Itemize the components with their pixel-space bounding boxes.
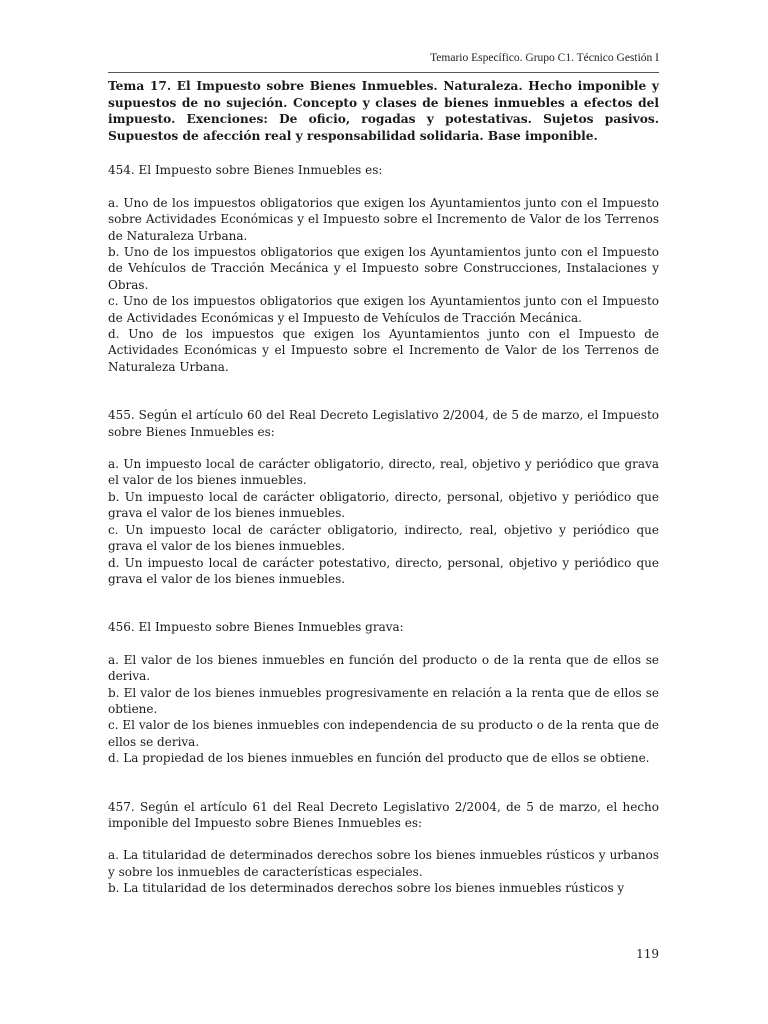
- page-body: [108, 78, 659, 897]
- answer-options: [108, 652, 659, 767]
- question-457: [108, 799, 659, 897]
- option-c: c. El valor de los bienes inmuebles con independencia de su producto o de la renta que de ellos se deriva.: [108, 718, 659, 749]
- option-a: a. Uno de los impuestos obligatorios que exigen los Ayuntamientos junto con el Impuesto sobre Actividades Económicas y el Impuesto sobre el Incremento de Valor de los Terrenos de Naturaleza Urbana.: [108, 195, 659, 243]
- answer-options: [108, 847, 659, 896]
- option-a: a. El valor de los bienes inmuebles en función del producto o de la renta que de ellos se deriva.: [108, 652, 659, 684]
- running-header: Temario Específico. Grupo C1. Técnico Gestión I: [430, 52, 659, 64]
- option-c: c. Uno de los impuestos obligatorios que exigen los Ayuntamientos junto con el Impuesto de Actividades Económicas y el Impuesto de Vehículos de Tracción Mecánica.: [108, 294, 659, 325]
- question-text: 457. Según el artículo 61 del Real Decreto Legislativo 2/2004, de 5 de marzo, el hecho imponible del Impuesto sobre Bienes Inmuebles es:: [108, 799, 659, 830]
- question-text: 455. Según el artículo 60 del Real Decreto Legislativo 2/2004, de 5 de marzo, el Impuesto sobre Bienes Inmuebles es:: [108, 408, 659, 439]
- question-text: 456. El Impuesto sobre Bienes Inmuebles grava:: [108, 620, 404, 635]
- option-b: b. Uno de los impuestos obligatorios que exigen los Ayuntamientos junto con el Impuesto de Vehículos de Tracción Mecánica y el Impuesto sobre Construcciones, Instalaciones y Obras.: [108, 245, 659, 292]
- question-455: [108, 407, 659, 587]
- option-b: b. El valor de los bienes inmuebles progresivamente en relación a la renta que de ellos se obtiene.: [108, 685, 659, 716]
- answer-options: [108, 456, 659, 587]
- option-c: c. Un impuesto local de carácter obligatorio, indirecto, real, objetivo y periódico que grava el valor de los bienes inmuebles.: [108, 522, 659, 554]
- option-d: d. Un impuesto local de carácter potestativo, directo, personal, objetivo y periódico que grava el valor de los bienes inmuebles.: [108, 555, 659, 586]
- question-text: 454. El Impuesto sobre Bienes Inmuebles es:: [108, 163, 383, 178]
- option-d: d. La propiedad de los bienes inmuebles en función del producto que de ellos se obtiene.: [108, 751, 650, 766]
- option-a: a. La titularidad de determinados derechos sobre los bienes inmuebles rústicos y urbanos y sobre los inmuebles de características especiales.: [108, 848, 659, 879]
- option-d: d. Uno de los impuestos que exigen los Ayuntamientos junto con el Impuesto de Actividades Económicas y el Impuesto sobre el Incremento de Valor de los Terrenos de Naturaleza Urbana.: [108, 327, 659, 374]
- question-456: [108, 619, 659, 766]
- topic-title: Tema 17. El Impuesto sobre Bienes Inmuebles. Naturaleza. Hecho imponible y supuestos de no sujeción. Concepto y clases de bienes inmuebles a efectos del impuesto. Exenciones: De oficio, rogadas y potestativas. Sujetos pasivos. Supuestos de afección real y responsabilidad solidaria. Base imponible.: [108, 79, 659, 143]
- question-454: [108, 162, 659, 375]
- header-divider: [108, 72, 659, 73]
- answer-options: [108, 195, 659, 375]
- option-a: a. Un impuesto local de carácter obligatorio, directo, real, objetivo y periódico que grava el valor de los bienes inmuebles.: [108, 457, 659, 488]
- option-b: b. La titularidad de los determinados derechos sobre los bienes inmuebles rústicos y: [108, 881, 625, 896]
- option-b: b. Un impuesto local de carácter obligatorio, directo, personal, objetivo y periódico que grava el valor de los bienes inmuebles.: [108, 489, 659, 521]
- page-number: 119: [636, 947, 659, 961]
